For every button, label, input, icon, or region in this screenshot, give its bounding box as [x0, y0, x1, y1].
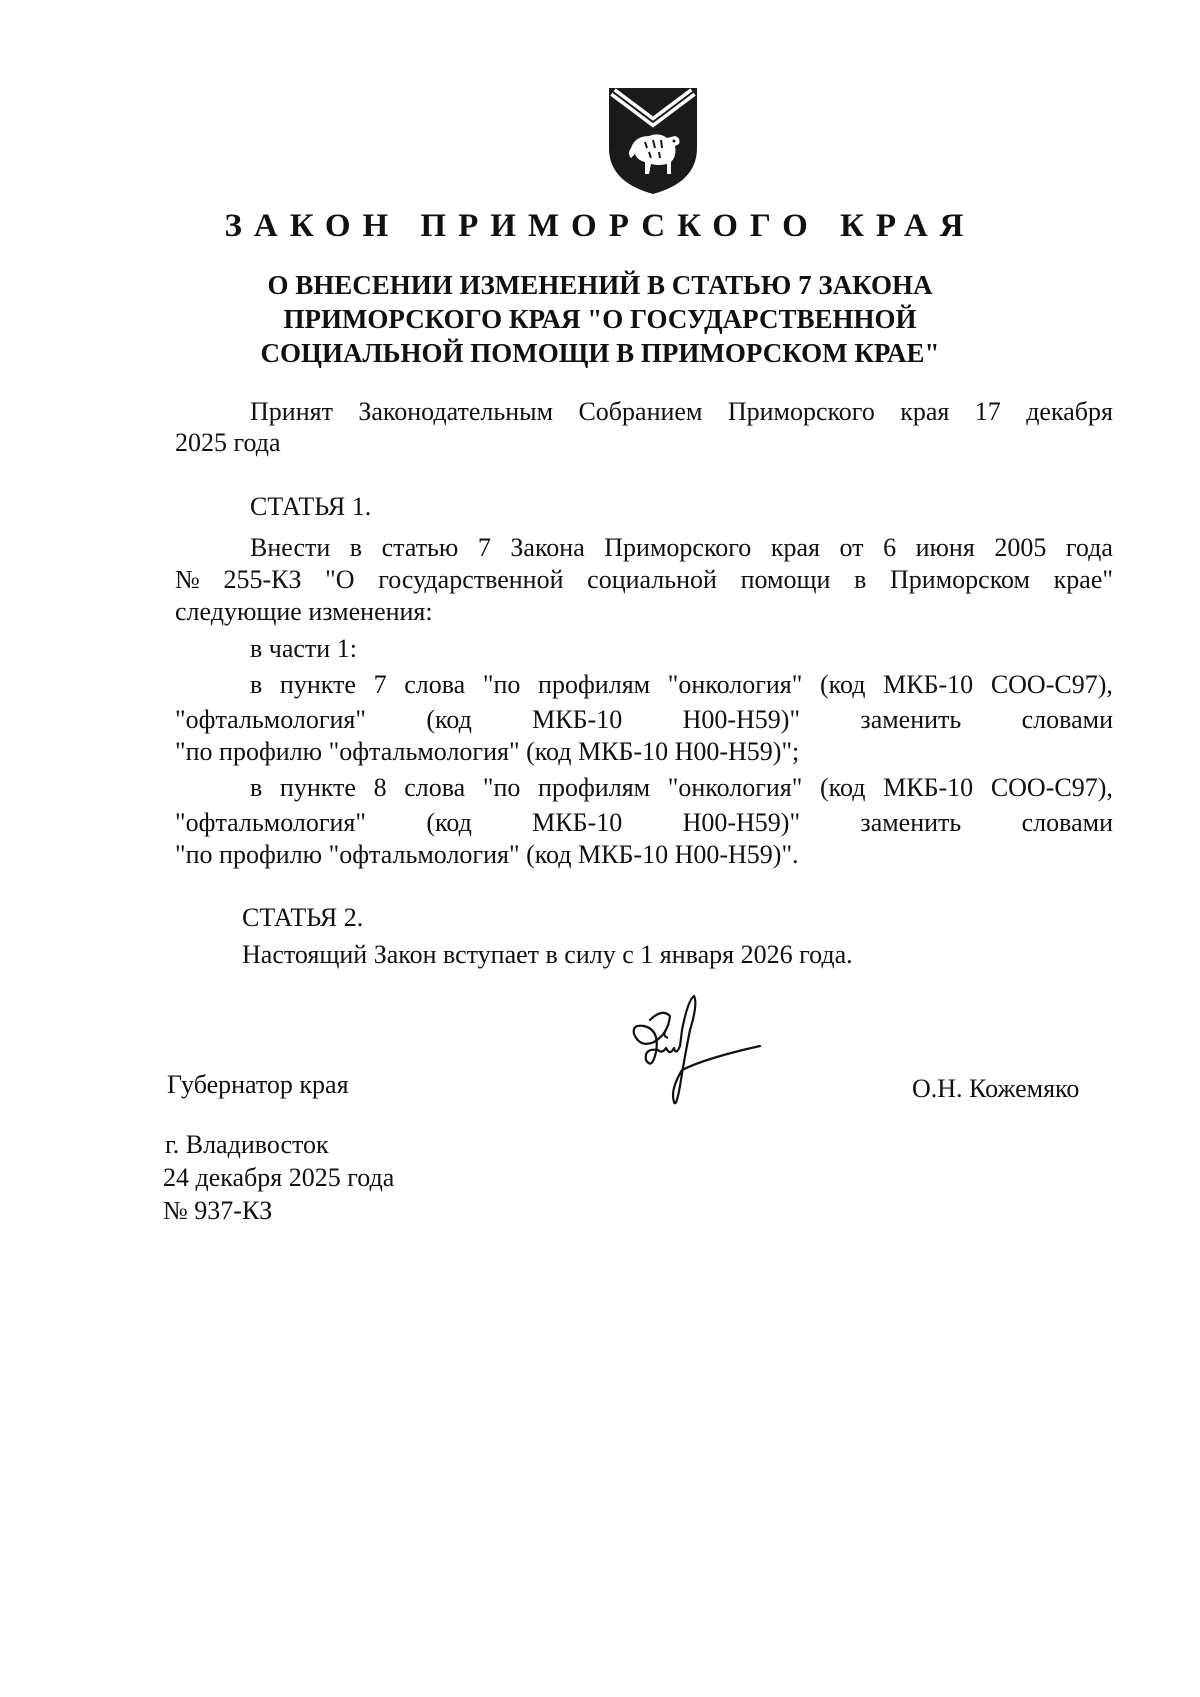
article-1-heading: СТАТЬЯ 1. — [250, 492, 372, 521]
word: июня — [915, 533, 975, 562]
word: декабря — [1026, 397, 1113, 426]
article-2-heading: СТАТЬЯ 2. — [242, 903, 364, 932]
word: Внести — [250, 533, 331, 562]
word: 2005 — [994, 533, 1047, 562]
signer-name: О.Н. Кожемяко — [912, 1074, 1080, 1103]
word: "офтальмология" — [175, 705, 366, 734]
word: словами — [1021, 808, 1113, 837]
item-8-text: "по профилю "офтальмология" (код МКБ-10 Н00-Н59)". — [175, 840, 799, 869]
word: 17 — [974, 397, 1001, 426]
word: "онкология" — [667, 773, 803, 802]
item-7-text: "по профилю "офтальмология" (код МКБ-10 Н00-Н59)"; — [175, 737, 800, 766]
word: "офтальмология" — [175, 808, 366, 837]
word: 7 — [373, 670, 387, 699]
word: государственной — [378, 565, 564, 594]
word: Собранием — [578, 397, 703, 426]
word: № — [175, 565, 200, 594]
word: Приморском — [890, 565, 1030, 594]
word: заменить — [860, 705, 962, 734]
word: (код — [820, 773, 866, 802]
word: профилям — [538, 670, 651, 699]
word: Приморского — [604, 533, 752, 562]
word: "по — [482, 773, 521, 802]
word: Приморского — [727, 397, 875, 426]
word: 8 — [373, 773, 387, 802]
document-subtitle — [0, 268, 1200, 370]
document-title: ЗАКОН ПРИМОРСКОГО КРАЯ — [224, 208, 976, 244]
word: Н00-Н59)" — [682, 705, 801, 734]
word: Принят — [250, 397, 333, 426]
word: МКБ-10 — [532, 808, 623, 837]
word: помощи — [740, 565, 831, 594]
subtitle-line: О ВНЕСЕНИИ ИЗМЕНЕНИЙ В СТАТЬЮ 7 ЗАКОНА — [267, 270, 933, 300]
word: края — [900, 397, 950, 426]
word: профилям — [538, 773, 651, 802]
word: МКБ-10 — [883, 670, 974, 699]
word: в — [250, 773, 263, 802]
item-7-text — [250, 670, 1113, 700]
word: словами — [1021, 705, 1113, 734]
word: года — [1065, 533, 1113, 562]
document-date: 24 декабря 2025 года — [163, 1163, 395, 1192]
article-2-text: Настоящий Закон вступает в силу с 1 января 2026 года. — [242, 940, 853, 969]
word: 7 — [477, 533, 491, 562]
document-number: № 937-КЗ — [163, 1196, 273, 1225]
word: 6 — [883, 533, 897, 562]
word: в — [250, 670, 263, 699]
word: пункте — [279, 670, 356, 699]
word: СОО-С97), — [990, 670, 1113, 699]
article-1-intro — [250, 533, 1113, 563]
item-8-text — [175, 808, 1113, 838]
word: пункте — [279, 773, 356, 802]
word: заменить — [860, 808, 962, 837]
word: в — [854, 565, 867, 594]
word: слова — [404, 773, 466, 802]
document-city: г. Владивосток — [165, 1130, 329, 1159]
word: "О — [325, 565, 355, 594]
word: (код — [820, 670, 866, 699]
word: СОО-С97), — [990, 773, 1113, 802]
word: статью — [381, 533, 459, 562]
word: края — [770, 533, 820, 562]
word: МКБ-10 — [883, 773, 974, 802]
coat-of-arms-icon — [605, 86, 701, 196]
subtitle-line: ПРИМОРСКОГО КРАЯ "О ГОСУДАРСТВЕННОЙ — [283, 304, 917, 334]
adoption-line: 2025 года — [175, 428, 281, 457]
word: от — [839, 533, 864, 562]
item-7-text — [175, 705, 1113, 735]
word: в — [349, 533, 363, 562]
article-1-part: в части 1: — [250, 634, 357, 663]
word: Н00-Н59)" — [682, 808, 801, 837]
signer-position: Губернатор края — [167, 1070, 349, 1099]
word: МКБ-10 — [532, 705, 623, 734]
subtitle-line: СОЦИАЛЬНОЙ ПОМОЩИ В ПРИМОРСКОМ КРАЕ" — [260, 338, 940, 368]
word: крае" — [1053, 565, 1113, 594]
item-8-text — [250, 773, 1113, 803]
word: (код — [426, 705, 472, 734]
adoption-line — [250, 397, 1113, 427]
word: социальной — [587, 565, 717, 594]
word: "по — [482, 670, 521, 699]
word: "онкология" — [667, 670, 803, 699]
article-1-intro: следующие изменения: — [175, 597, 433, 626]
handwritten-signature — [610, 990, 770, 1120]
word: (код — [426, 808, 472, 837]
article-1-intro — [175, 565, 1113, 595]
word: слова — [404, 670, 466, 699]
word: 255-КЗ — [223, 565, 302, 594]
word: Закона — [510, 533, 585, 562]
word: Законодательным — [358, 397, 554, 426]
